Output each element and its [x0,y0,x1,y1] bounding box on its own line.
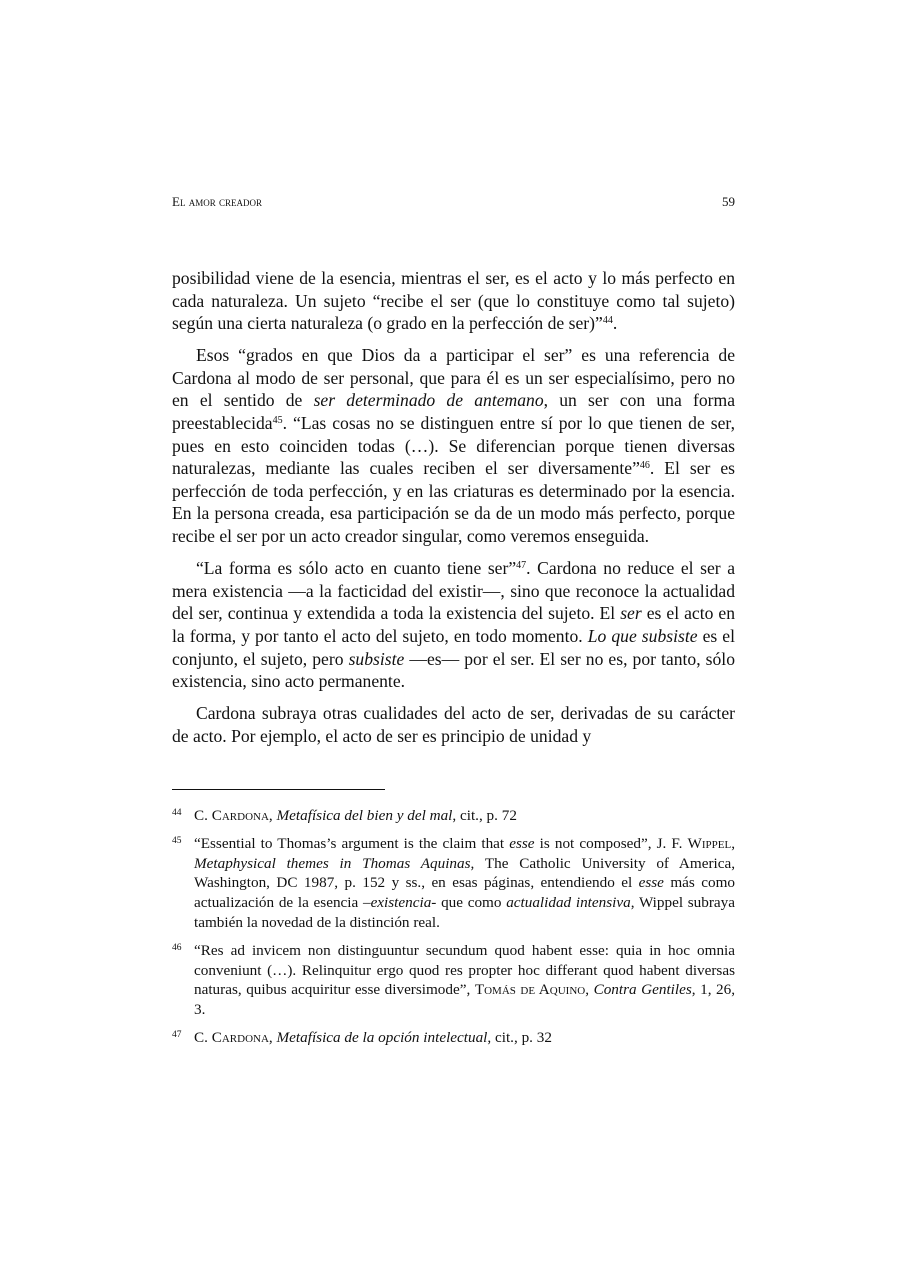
author-name: Cardona [211,807,269,824]
footnote-number: 45 [172,835,182,846]
text-run: C. [194,1028,212,1046]
author-name: Wippel [687,834,732,852]
italic-text: subsiste [348,648,405,669]
author-name: Tomás de Aquino [474,981,586,999]
text-run: . “Las cosas no se distinguen entre sí por lo que tienen de ser, pues en esto coinciden todas (…). Se diferencian porque tienen diversas naturalezas, mediante las cuales reciben el ser diversamente” [172,413,735,479]
text-run: posibilidad viene de la esencia, mientras el ser, es el acto y lo más perfecto en cada naturaleza. Un sujeto “recibe el ser (que lo constituye como tal sujeto) según una cierta naturaleza (o grado en la perfección de ser)” [172,268,735,334]
text-run: , cit., p. 32 [487,1028,552,1046]
text-run: “Essential to Thomas’s argument is the claim that [194,834,510,852]
paragraph [172,557,735,693]
author-name: Cardona [211,1028,269,1046]
text-run: , [585,981,594,999]
footnote [172,834,735,933]
text-run: . [612,313,618,334]
text-run: , The Catholic University of America, Washington, DC 1987, p. 152 y ss., en esas páginas, entendiendo el [194,854,736,892]
footnote-reference: 45 [272,415,283,427]
text-run: es el acto en la forma, y por tanto el acto del sujeto, en todo momento. [172,603,735,646]
paragraph [172,702,735,747]
italic-text: Lo que subsiste [587,625,698,646]
text-run: , Wippel subraya también la novedad de la distinción real. [194,894,735,931]
footnote-number: 47 [172,1029,182,1040]
footnotes [172,806,735,1056]
footnote [172,1028,735,1048]
paragraph [172,267,735,335]
text-run: , 1, 26, 3. [194,981,736,1019]
italic-text: ser [620,603,642,624]
text-run: Esos “grados en que Dios da a participar el ser” es una referencia de Cardona al modo de ser personal, que para él es un ser especialísimo, pero no en el sentido de [172,345,735,411]
footnote-separator [172,789,385,790]
italic-text: existencia [370,894,432,912]
italic-text: ser determinado de antemano [313,390,544,411]
text-run: C. [194,807,212,824]
footnote [172,941,735,1020]
text-run: . Cardona no reduce el ser a mera existencia —a la facticidad del existir—, sino que reconoce la actualidad del ser, continua y extendida a toda la existencia del sujeto. El [172,558,735,624]
footnote-number: 46 [172,942,182,953]
footnote [172,806,735,826]
page-number: 59 [722,194,735,209]
text-run: , [268,1028,277,1046]
italic-text: Contra Gentiles [593,981,692,999]
text-run: , un ser con una forma preestablecida [172,390,736,434]
text-run: “La forma es sólo acto en cuanto tiene ser” [196,558,517,579]
body-text [172,267,735,757]
italic-text: esse [509,834,535,852]
text-run: más como actualización de la esencia – [194,874,735,912]
text-run: , [268,807,277,824]
italic-text: actualidad intensiva [506,894,631,912]
footnote-reference: 44 [602,315,613,327]
footnote-reference: 47 [516,560,527,572]
footnote-reference: 46 [639,460,650,472]
text-run: “Res ad invicem non distinguuntur secundum quod habent esse: quia in hoc omnia conveniunt (…). Relinquitur ergo quod res propter hoc differant quod habent diversas naturas, quibus acquiritur esse diversimode”, [194,941,735,999]
italic-text: Metaphysical themes in Thomas Aquinas [194,854,471,872]
text-run: es el conjunto, el sujeto, pero [172,625,735,669]
running-title: El amor creador [172,194,262,209]
paragraph [172,344,735,547]
italic-text: Metafísica de la opción intelectual [276,1028,488,1046]
footnote-number: 44 [172,808,182,818]
text-run: is not composed”, J. F. [534,834,688,852]
text-run: , [731,834,735,852]
running-header [172,194,735,210]
italic-text: esse [638,874,664,892]
text-run: - que como [431,894,507,912]
text-run: . El ser es perfección de toda perfección, y en las criaturas es determinado por la esencia. En la persona creada, esa participación se da de un modo más perfecto, porque recibe el ser por un acto creador singular, como veremos enseguida. [172,458,736,547]
text-run: —es— por el ser. El ser no es, por tanto, sólo existencia, sino acto permanente. [172,648,735,692]
text-run: , cit., p. 72 [452,807,517,824]
text-run: Cardona subraya otras cualidades del acto de ser, derivadas de su carácter de acto. Por ejemplo, el acto de ser es principio de unidad y [172,703,735,746]
italic-text: Metafísica del bien y del mal [276,807,453,824]
